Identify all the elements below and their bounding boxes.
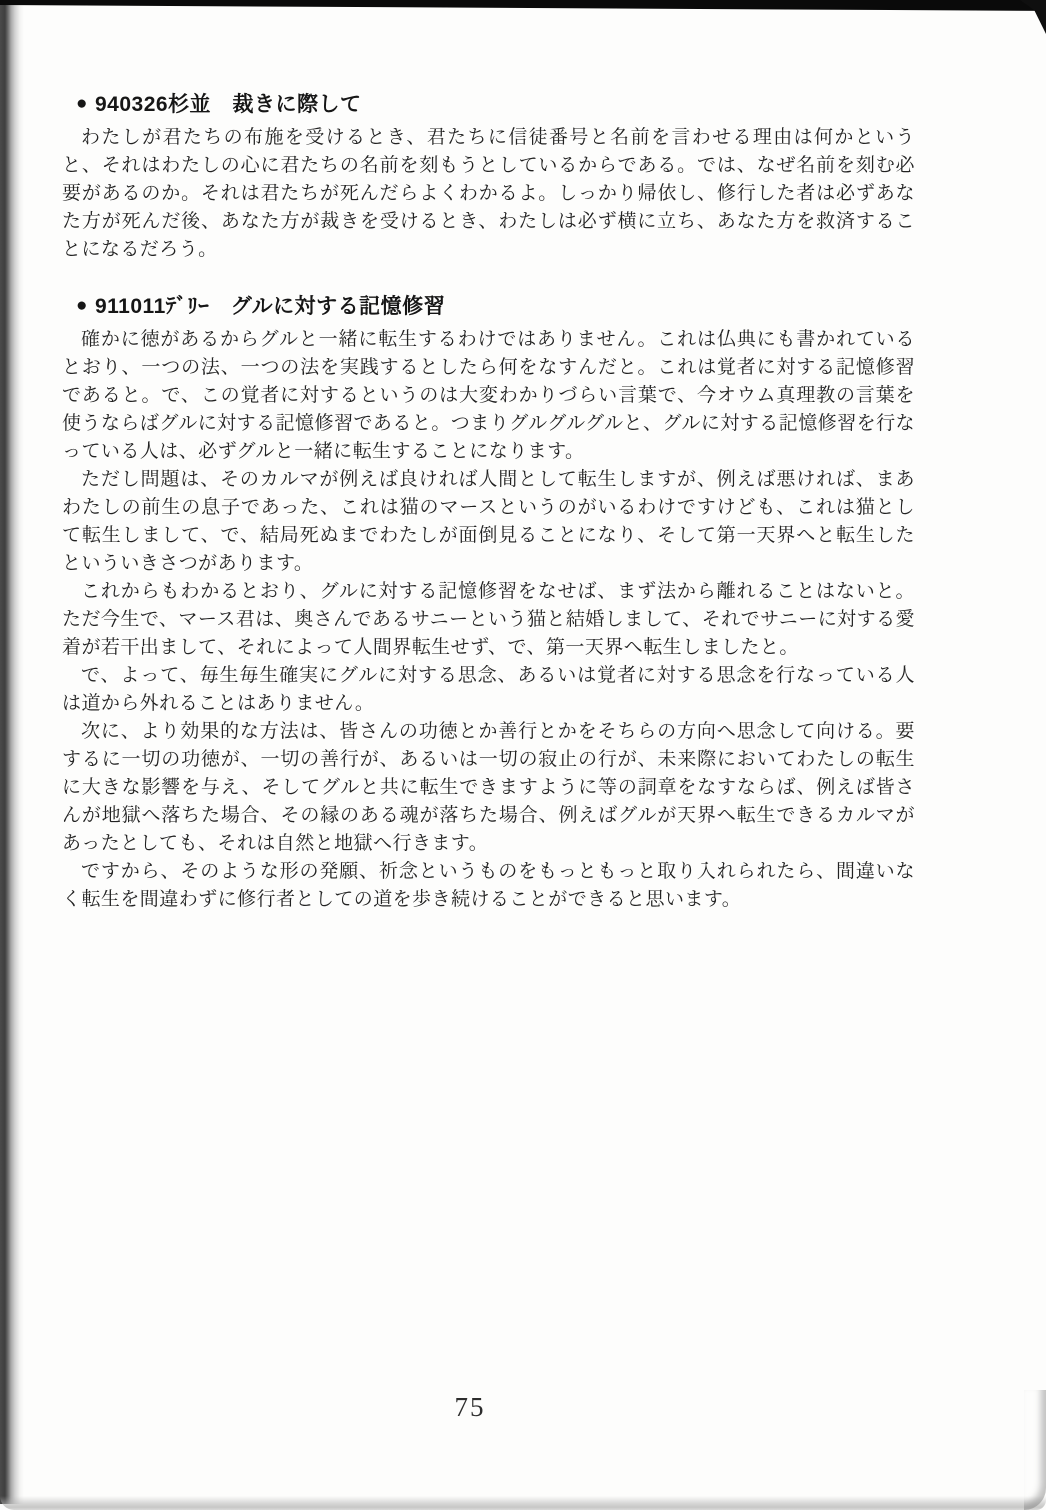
- page-content: [62, 92, 915, 914]
- paragraph: で、よって、毎生毎生確実にグルに対する思念、あるいは覚者に対する思念を行なっている人は道から外れることはありません。: [62, 665, 915, 714]
- paragraph: これからもわかるとおり、グルに対する記憶修習をなせば、まず法から離れることはないと。ただ今生で、マース君は、奥さんであるサニーという猫と結婚しまして、それでサニーに対する愛着が若干出まして、それによって人間界転生せず、で、第一天界へ転生しましたと。: [62, 581, 915, 658]
- section-940326-suginami: [62, 92, 915, 264]
- bullet-icon: ●: [76, 295, 88, 316]
- section-heading-text: 940326杉並 裁きに際して: [94, 93, 362, 116]
- section-911011-delhi: [62, 294, 915, 914]
- paragraph: わたしが君たちの布施を受けるとき、君たちに信徒番号と名前を言わせる理由は何かというと、それはわたしの心に君たちの名前を刻もうとしているからである。では、なぜ名前を刻む必要があるのか。それは君たちが死んだらよくわかるよ。しっかり帰依し、修行した者は必ずあなた方が死んだ後、あなた方が裁きを受けるとき、わたしは必ず横に立ち、あなた方を救済することになるだろう。: [62, 127, 915, 260]
- paragraph: 次に、より効果的な方法は、皆さんの功徳とか善行とかをそちらの方向へ思念して向ける。要するに一切の功徳が、一切の善行が、あるいは一切の寂止の行が、未来際においてわたしの転生に大きな影響を与え、そしてグルと共に転生できますように等の詞章をなすならば、例えば皆さんが地獄へ落ちた場合、その縁のある魂が落ちた場合、例えばグルが天界へ転生できるカルマがあったとしても、それは自然と地獄へ行きます。: [62, 721, 915, 854]
- scan-edge-left: [0, 0, 24, 1504]
- section-heading: [76, 294, 915, 320]
- scan-edge-bottom-shadow: [0, 1496, 1046, 1510]
- paragraph: ただし問題は、そのカルマが例えば良ければ人間として転生しますが、例えば悪ければ、まあわたしの前生の息子であった、これは猫のマースというのがいるわけですけども、これは猫として転生しまして、で、結局死ぬまでわたしが面倒見ることになり、そして第一天界へと転生したといういきさつがあります。: [62, 469, 915, 574]
- scan-edge-right-curl: [1024, 1390, 1046, 1510]
- bullet-icon: ●: [76, 93, 88, 114]
- section-heading: [76, 92, 915, 118]
- page-number: 75: [454, 1392, 486, 1422]
- section-body: [62, 326, 915, 914]
- section-heading-text: 911011ﾃﾞﾘｰ グルに対する記憶修習: [94, 295, 446, 318]
- scan-edge-top: [0, 0, 1046, 14]
- paragraph: ですから、そのような形の発願、祈念というものをもっともっと取り入れられたら、間違いなく転生を間違わずに修行者としての道を歩き続けることができると思います。: [62, 861, 915, 910]
- paragraph: 確かに徳があるからグルと一緒に転生するわけではありません。これは仏典にも書かれているとおり、一つの法、一つの法を実践するとしたら何をなすんだと。これは覚者に対する記憶修習であると。で、この覚者に対するというのは大変わかりづらい言葉で、今オウム真理教の言葉を使うならばグルに対する記憶修習であると。つまりグルグルグルと、グルに対する記憶修習を行なっている人は、必ずグルと一緒に転生することになります。: [62, 329, 915, 462]
- section-body: [62, 124, 915, 264]
